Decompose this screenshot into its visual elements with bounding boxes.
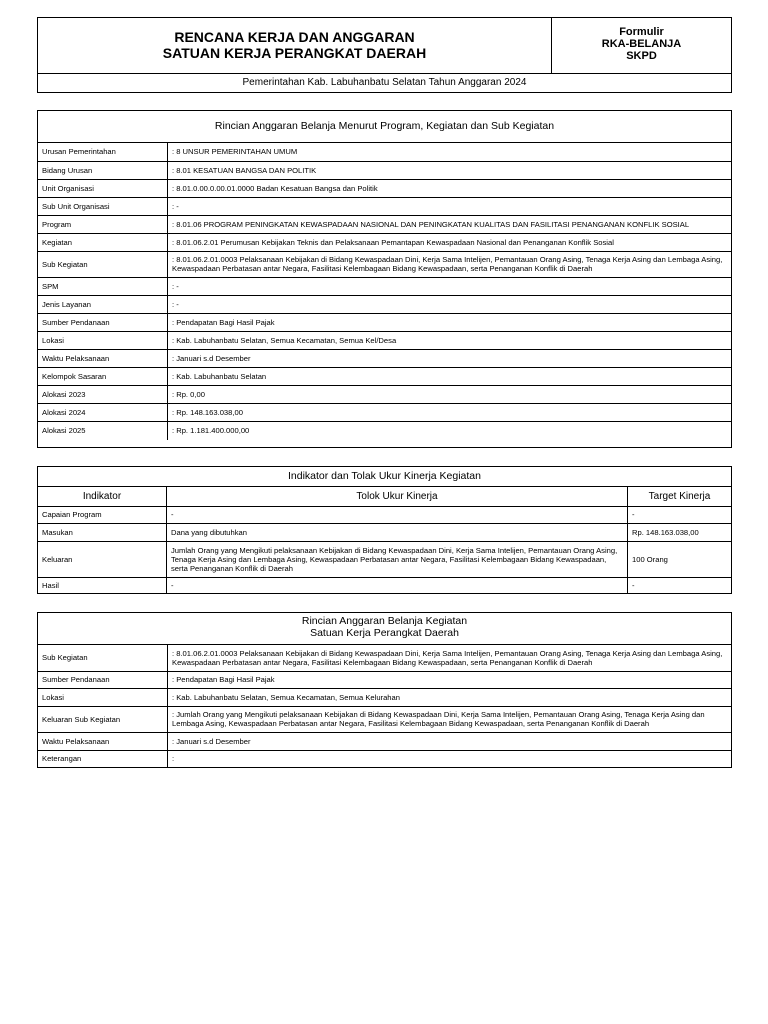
- field-value: : 8.01.0.00.0.00.01.0000 Badan Kesatuan Bangsa dan Politik: [168, 179, 732, 197]
- indicator-row: [38, 577, 731, 594]
- program-detail-row: [38, 331, 731, 349]
- field-label: Urusan Pemerintahan: [38, 143, 168, 161]
- field-label: Kegiatan: [38, 233, 168, 251]
- field-label: Sub Kegiatan: [38, 645, 168, 671]
- field-value: : Rp. 0,00: [168, 385, 732, 403]
- field-label: SPM: [38, 277, 168, 295]
- program-detail-row: [38, 295, 731, 313]
- field-value: : 8.01.06.2.01.0003 Pelaksanaan Kebijakan di Bidang Kewaspadaan Dini, Kerja Sama Intelijen, Pemantauan Orang Asing, Tenaga Kerja Asing dan Lembaga Asing, Kewaspadaan Perbatasan antar Negara, Fasilitasi Kelembagaan Bidang Kewaspadaan, serta Penanganan Konflik di Daerah: [168, 645, 732, 671]
- field-value: : 8.01.06.2.01 Perumusan Kebijakan Teknis dan Pelaksanaan Pemantapan Kewaspadaan Nasional dan Penanganan Konflik Sosial: [168, 233, 732, 251]
- field-value: : -: [168, 197, 732, 215]
- field-value: : Januari s.d Desember: [168, 349, 732, 367]
- field-value: : 8.01.06.2.01.0003 Pelaksanaan Kebijakan di Bidang Kewaspadaan Dini, Kerja Sama Intelijen, Pemantauan Orang Asing, Tenaga Kerja Asing dan Lembaga Asing, Kewaspadaan Perbatasan antar Negara, Fasilitasi Kelembagaan Bidang Kewaspadaan, serta Penanganan Konflik di Daerah: [168, 251, 732, 277]
- target-cell: Rp. 148.163.038,00: [628, 523, 732, 541]
- program-detail-table: [38, 143, 731, 440]
- field-label: Program: [38, 215, 168, 233]
- indikator-header: Indikator: [38, 487, 167, 506]
- program-detail-row: [38, 367, 731, 385]
- indicator-row: [38, 541, 731, 577]
- field-value: : Kab. Labuhanbatu Selatan, Semua Kecamatan, Semua Kelurahan: [168, 688, 732, 706]
- activity-detail-row: [38, 671, 731, 688]
- program-detail-row: [38, 385, 731, 403]
- field-value: : Rp. 1.181.400.000,00: [168, 421, 732, 440]
- field-value: : -: [168, 295, 732, 313]
- indikator-cell: Masukan: [38, 523, 167, 541]
- form-code-name: RKA-BELANJA: [601, 38, 682, 50]
- target-cell: -: [628, 506, 732, 523]
- target-cell: 100 Orang: [628, 541, 732, 577]
- field-label: Lokasi: [38, 331, 168, 349]
- header-box: [37, 17, 732, 93]
- program-detail-box: [37, 110, 732, 448]
- form-code-unit: SKPD: [626, 50, 657, 62]
- program-detail-row: [38, 403, 731, 421]
- program-detail-row: [38, 161, 731, 179]
- header-table: [38, 18, 731, 92]
- activity-detail-row: [38, 688, 731, 706]
- tolok-cell: -: [167, 506, 628, 523]
- field-label: Lokasi: [38, 688, 168, 706]
- program-detail-row: [38, 197, 731, 215]
- indikator-cell: Capaian Program: [38, 506, 167, 523]
- title-line-1: RENCANA KERJA DAN ANGGARAN: [174, 29, 415, 46]
- field-value: : Pendapatan Bagi Hasil Pajak: [168, 313, 732, 331]
- field-value: : 8.01.06 PROGRAM PENINGKATAN KEWASPADAAN NASIONAL DAN PENINGKATAN KUALITAS DAN FASILITASI PENANGANAN KONFLIK SOSIAL: [168, 215, 732, 233]
- field-label: Unit Organisasi: [38, 179, 168, 197]
- field-value: : Januari s.d Desember: [168, 732, 732, 750]
- indicator-title: Indikator dan Tolak Ukur Kinerja Kegiatan: [38, 467, 731, 487]
- program-detail-row: [38, 421, 731, 440]
- field-label: Alokasi 2023: [38, 385, 168, 403]
- field-label: Sub Kegiatan: [38, 251, 168, 277]
- activity-detail-row: [38, 645, 731, 671]
- activity-detail-row: [38, 750, 731, 767]
- field-value: : -: [168, 277, 732, 295]
- program-detail-row: [38, 313, 731, 331]
- program-detail-row: [38, 233, 731, 251]
- field-value: : 8 UNSUR PEMERINTAHAN UMUM: [168, 143, 732, 161]
- field-label: Sumber Pendanaan: [38, 671, 168, 688]
- target-cell: -: [628, 577, 732, 594]
- program-detail-row: [38, 143, 731, 161]
- indicator-row: [38, 523, 731, 541]
- program-detail-row: [38, 277, 731, 295]
- field-value: : Rp. 148.163.038,00: [168, 403, 732, 421]
- activity-detail-title: [38, 613, 731, 645]
- field-label: Sumber Pendanaan: [38, 313, 168, 331]
- field-label: Waktu Pelaksanaan: [38, 349, 168, 367]
- program-detail-row: [38, 251, 731, 277]
- tolok-cell: Jumlah Orang yang Mengikuti pelaksanaan Kebijakan di Bidang Kewaspadaan Dini, Kerja Sama Intelijen, Pemantauan Orang Asing, Tenaga Kerja Asing dan Lembaga Asing, Kewaspadaan Perbatasan antar Negara, Fasilitasi Kelembagaan Bidang Kewaspadaan, serta Penanganan Konflik di Daerah: [167, 541, 628, 577]
- field-label: Keterangan: [38, 750, 168, 767]
- indikator-cell: Hasil: [38, 577, 167, 594]
- field-value: : 8.01 KESATUAN BANGSA DAN POLITIK: [168, 161, 732, 179]
- form-code: [552, 18, 732, 73]
- activity-detail-table: [38, 645, 731, 767]
- activity-detail-row: [38, 732, 731, 750]
- form-label: Formulir: [619, 26, 664, 38]
- indicator-box: [37, 466, 732, 594]
- title-line-2: SATUAN KERJA PERANGKAT DAERAH: [162, 45, 427, 62]
- field-label: Keluaran Sub Kegiatan: [38, 706, 168, 732]
- tolok-ukur-header: Tolok Ukur Kinerja: [167, 487, 628, 506]
- document-title: [38, 18, 552, 73]
- program-detail-row: [38, 179, 731, 197]
- program-detail-title: Rincian Anggaran Belanja Menurut Program, Kegiatan dan Sub Kegiatan: [38, 111, 731, 143]
- field-label: Waktu Pelaksanaan: [38, 732, 168, 750]
- field-label: Sub Unit Organisasi: [38, 197, 168, 215]
- field-label: Alokasi 2025: [38, 421, 168, 440]
- field-label: Kelompok Sasaran: [38, 367, 168, 385]
- field-label: Alokasi 2024: [38, 403, 168, 421]
- activity-detail-row: [38, 706, 731, 732]
- field-value: : Pendapatan Bagi Hasil Pajak: [168, 671, 732, 688]
- field-value: : Jumlah Orang yang Mengikuti pelaksanaan Kebijakan di Bidang Kewaspadaan Dini, Kerja Sama Intelijen, Pemantauan Orang Asing, Tenaga Kerja Asing dan Lembaga Asing, Kewaspadaan Perbatasan antar Negara, Fasilitasi Kelembagaan Bidang Kewaspadaan, serta Penanganan Konflik di Daerah: [168, 706, 732, 732]
- field-value: :: [168, 750, 732, 767]
- activity-detail-box: [37, 612, 732, 768]
- field-label: Jenis Layanan: [38, 295, 168, 313]
- indikator-cell: Keluaran: [38, 541, 167, 577]
- tolok-cell: -: [167, 577, 628, 594]
- field-value: : Kab. Labuhanbatu Selatan: [168, 367, 732, 385]
- tolok-cell: Dana yang dibutuhkan: [167, 523, 628, 541]
- program-detail-row: [38, 215, 731, 233]
- field-value: : Kab. Labuhanbatu Selatan, Semua Kecamatan, Semua Kel/Desa: [168, 331, 732, 349]
- program-detail-row: [38, 349, 731, 367]
- indicator-row: [38, 506, 731, 523]
- activity-title-line-2: Satuan Kerja Perangkat Daerah: [310, 627, 459, 639]
- document-subtitle: Pemerintahan Kab. Labuhanbatu Selatan Tahun Anggaran 2024: [38, 73, 731, 92]
- activity-title-line-1: Rincian Anggaran Belanja Kegiatan: [301, 615, 468, 627]
- target-kinerja-header: Target Kinerja: [628, 487, 732, 506]
- field-label: Bidang Urusan: [38, 161, 168, 179]
- indicator-table: [38, 487, 731, 594]
